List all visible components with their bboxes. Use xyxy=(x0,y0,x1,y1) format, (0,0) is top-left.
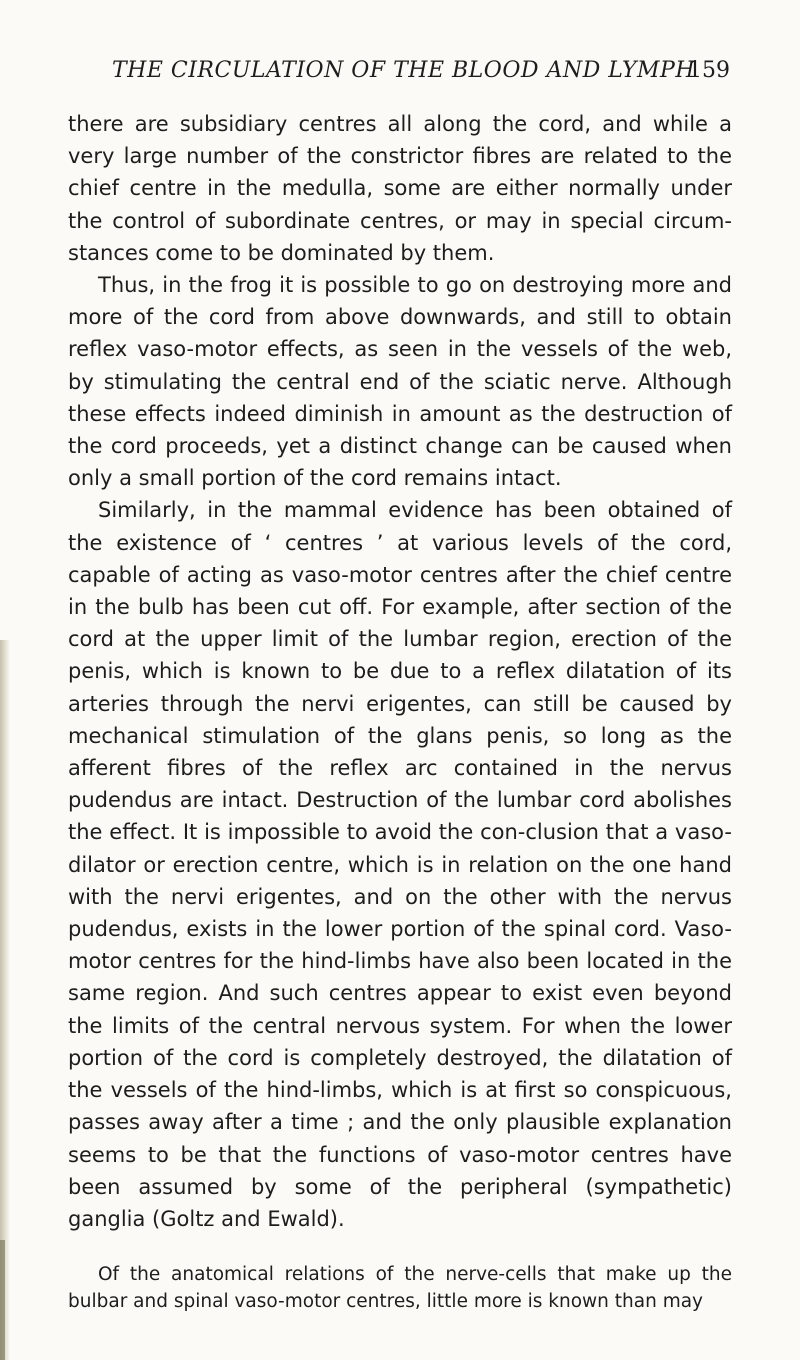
body-text xyxy=(68,108,732,1235)
running-title: THE CIRCULATION OF THE BLOOD AND LYMPH xyxy=(112,58,696,83)
paragraph-continuation: there are subsidiary centres all along the cord, and while a very large number of the constrictor fibres are related to the chief centre in the medulla, some are either normally under the control of subordinate centres, or may in special circum-stances come to be dominated by them. xyxy=(68,112,732,265)
paragraph-mammal: Similarly, in the mammal evidence has been obtained of the existence of ‘ centres ’ at various levels of the cord, capable of acting as vaso-motor centres after the chief centre in the bulb has been cut off. For example, after section of the cord at the upper limit of the lumbar region, erection of the penis, which is known to be due to a reflex dilatation of its arteries through the nervi erigentes, can still be caused by mechanical stimulation of the glans penis, so long as the afferent fibres of the reflex arc contained in the nervus pudendus are intact. Destruction of the lumbar cord abolishes the effect. It is impossible to avoid the con-clusion that a vaso-dilator or erection centre, which is in relation on the one hand with the nervi erigentes, and on the other with the nervus pudendus, exists in the lower portion of the spinal cord. Vaso-motor centres for the hind-limbs have also been located in the same region. And such centres appear to exist even beyond the limits of the central nervous system. For when the lower portion of the cord is completely destroyed, the dilatation of the vessels of the hind-limbs, which is at first so conspicuous, passes away after a time ; and the only plausible explanation seems to be that the functions of vaso-motor centres have been assumed by some of the peripheral (sympathetic) ganglia (Goltz and Ewald). xyxy=(68,498,732,1231)
page-header xyxy=(112,58,732,98)
page-binding-edge xyxy=(0,1240,5,1360)
paragraph-frog: Thus, in the frog it is possible to go on destroying more and more of the cord from above downwards, and still to obtain reflex vaso-motor effects, as seen in the vessels of the web, by stimulating the central end of the sciatic nerve. Although these effects indeed diminish in amount as the destruction of the cord proceeds, yet a distinct change can be caused when only a small portion of the cord remains intact. xyxy=(68,273,732,491)
page-number: 159 xyxy=(688,58,730,83)
small-print-paragraph: Of the anatomical relations of the nerve-cells that make up the bulbar and spinal vaso-motor centres, little more is known than may xyxy=(68,1264,732,1312)
small-print-section xyxy=(68,1261,732,1315)
